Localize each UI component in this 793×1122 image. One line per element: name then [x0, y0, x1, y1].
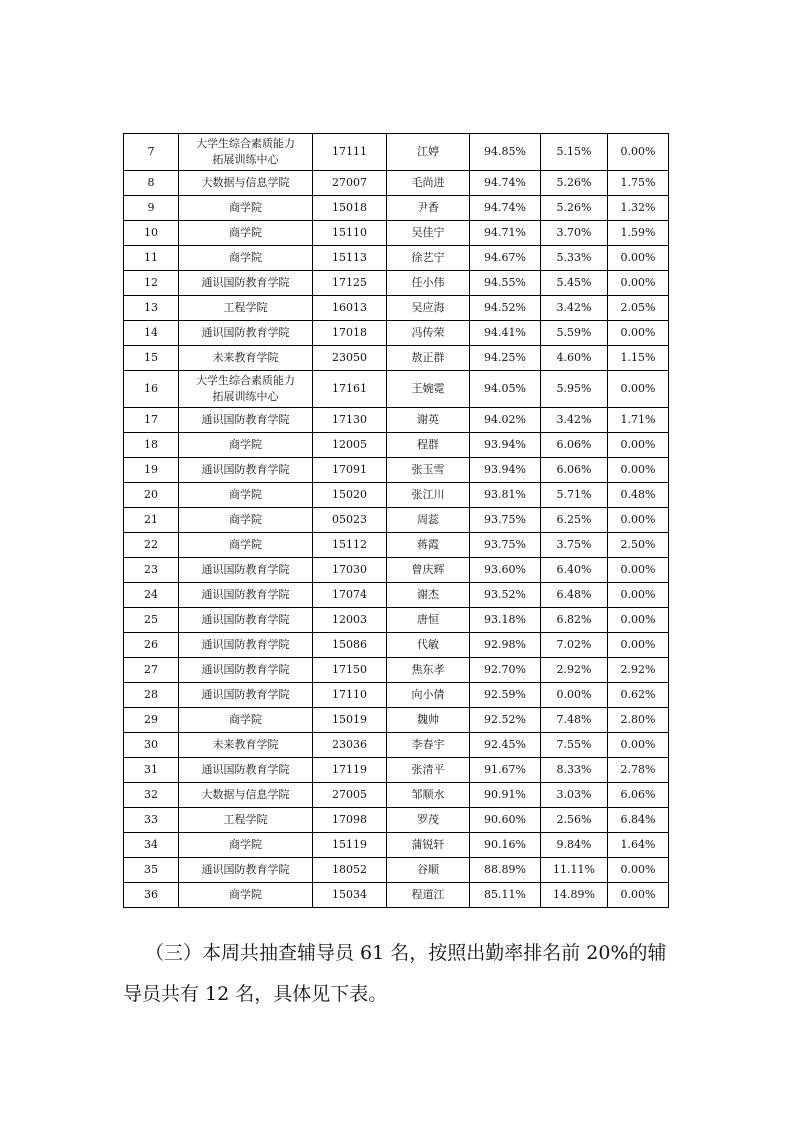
name-cell: 罗茂: [387, 808, 470, 833]
absence-rate-cell: 2.92%: [608, 658, 669, 683]
staff-id-cell: 23050: [313, 346, 387, 371]
late-rate-cell: 6.06%: [541, 433, 608, 458]
unit-cell: 大数据与信息学院: [179, 783, 313, 808]
rank-cell: 20: [124, 483, 179, 508]
table-row: [124, 808, 669, 833]
table-row: [124, 858, 669, 883]
staff-id-cell: 17119: [313, 758, 387, 783]
unit-cell: 通识国防教育学院: [179, 858, 313, 883]
name-cell: 向小倩: [387, 683, 470, 708]
unit-cell: 大学生综合素质能力 拓展训练中心: [179, 134, 313, 171]
attendance-rate-cell: 94.41%: [470, 321, 541, 346]
late-rate-cell: 5.26%: [541, 171, 608, 196]
staff-id-cell: 17030: [313, 558, 387, 583]
table-row: [124, 708, 669, 733]
attendance-rate-cell: 92.52%: [470, 708, 541, 733]
absence-rate-cell: 0.00%: [608, 271, 669, 296]
late-rate-cell: 5.71%: [541, 483, 608, 508]
table-row: [124, 346, 669, 371]
absence-rate-cell: 0.00%: [608, 858, 669, 883]
attendance-rate-cell: 94.74%: [470, 196, 541, 221]
late-rate-cell: 5.95%: [541, 371, 608, 408]
summary-paragraph-line-1: （三）本周共抽查辅导员 61 名，按照出勤率排名前 20%的辅: [145, 942, 667, 964]
absence-rate-cell: 6.84%: [608, 808, 669, 833]
table-row: [124, 533, 669, 558]
name-cell: 任小伟: [387, 271, 470, 296]
staff-id-cell: 27005: [313, 783, 387, 808]
attendance-rate-cell: 93.60%: [470, 558, 541, 583]
attendance-rate-cell: 93.94%: [470, 458, 541, 483]
absence-rate-cell: 0.00%: [608, 733, 669, 758]
attendance-rate-cell: 94.55%: [470, 271, 541, 296]
name-cell: 张江川: [387, 483, 470, 508]
staff-id-cell: 12005: [313, 433, 387, 458]
unit-cell: 商学院: [179, 508, 313, 533]
staff-id-cell: 18052: [313, 858, 387, 883]
attendance-ranking-table: [123, 133, 669, 908]
unit-cell: 通识国防教育学院: [179, 458, 313, 483]
name-cell: 张清平: [387, 758, 470, 783]
name-cell: 谷顺: [387, 858, 470, 883]
table-row: [124, 483, 669, 508]
staff-id-cell: 17018: [313, 321, 387, 346]
late-rate-cell: 14.89%: [541, 883, 608, 908]
rank-cell: 28: [124, 683, 179, 708]
rank-cell: 24: [124, 583, 179, 608]
staff-id-cell: 17098: [313, 808, 387, 833]
staff-id-cell: 15018: [313, 196, 387, 221]
attendance-rate-cell: 92.98%: [470, 633, 541, 658]
staff-id-cell: 17111: [313, 134, 387, 171]
attendance-rate-cell: 91.67%: [470, 758, 541, 783]
name-cell: 吴佳宁: [387, 221, 470, 246]
rank-cell: 13: [124, 296, 179, 321]
late-rate-cell: 6.06%: [541, 458, 608, 483]
attendance-rate-cell: 93.81%: [470, 483, 541, 508]
name-cell: 曾庆辉: [387, 558, 470, 583]
unit-cell: 通识国防教育学院: [179, 608, 313, 633]
name-cell: 谢杰: [387, 583, 470, 608]
rank-cell: 32: [124, 783, 179, 808]
late-rate-cell: 8.33%: [541, 758, 608, 783]
unit-cell: 工程学院: [179, 296, 313, 321]
absence-rate-cell: 0.00%: [608, 508, 669, 533]
table-row: [124, 758, 669, 783]
unit-cell: 大学生综合素质能力 拓展训练中心: [179, 371, 313, 408]
late-rate-cell: 6.40%: [541, 558, 608, 583]
attendance-rate-cell: 94.67%: [470, 246, 541, 271]
late-rate-cell: 2.56%: [541, 808, 608, 833]
rank-cell: 22: [124, 533, 179, 558]
attendance-rate-cell: 85.11%: [470, 883, 541, 908]
table-row: [124, 408, 669, 433]
absence-rate-cell: 1.59%: [608, 221, 669, 246]
staff-id-cell: 17074: [313, 583, 387, 608]
rank-cell: 25: [124, 608, 179, 633]
attendance-rate-cell: 94.02%: [470, 408, 541, 433]
table-row: [124, 733, 669, 758]
unit-cell: 通识国防教育学院: [179, 683, 313, 708]
attendance-rate-cell: 93.75%: [470, 533, 541, 558]
unit-cell: 商学院: [179, 883, 313, 908]
staff-id-cell: 15019: [313, 708, 387, 733]
rank-cell: 36: [124, 883, 179, 908]
name-cell: 吴应海: [387, 296, 470, 321]
late-rate-cell: 3.42%: [541, 408, 608, 433]
late-rate-cell: 5.45%: [541, 271, 608, 296]
unit-cell: 未来教育学院: [179, 346, 313, 371]
staff-id-cell: 15020: [313, 483, 387, 508]
staff-id-cell: 17110: [313, 683, 387, 708]
unit-cell: 通识国防教育学院: [179, 408, 313, 433]
staff-id-cell: 15034: [313, 883, 387, 908]
staff-id-cell: 12003: [313, 608, 387, 633]
table-row: [124, 371, 669, 408]
name-cell: 唐恒: [387, 608, 470, 633]
absence-rate-cell: 0.00%: [608, 371, 669, 408]
name-cell: 程道江: [387, 883, 470, 908]
rank-cell: 19: [124, 458, 179, 483]
rank-cell: 21: [124, 508, 179, 533]
name-cell: 尹香: [387, 196, 470, 221]
table-row: [124, 583, 669, 608]
staff-id-cell: 17150: [313, 658, 387, 683]
table-row: [124, 321, 669, 346]
rank-cell: 9: [124, 196, 179, 221]
name-cell: 李春宇: [387, 733, 470, 758]
unit-cell: 商学院: [179, 196, 313, 221]
table-row: [124, 246, 669, 271]
name-cell: 敖正群: [387, 346, 470, 371]
absence-rate-cell: 0.00%: [608, 608, 669, 633]
attendance-rate-cell: 92.59%: [470, 683, 541, 708]
name-cell: 江婷: [387, 134, 470, 171]
absence-rate-cell: 1.15%: [608, 346, 669, 371]
name-cell: 张玉雪: [387, 458, 470, 483]
absence-rate-cell: 0.00%: [608, 558, 669, 583]
late-rate-cell: 6.82%: [541, 608, 608, 633]
staff-id-cell: 17130: [313, 408, 387, 433]
rank-cell: 8: [124, 171, 179, 196]
table-row: [124, 783, 669, 808]
late-rate-cell: 4.60%: [541, 346, 608, 371]
rank-cell: 7: [124, 134, 179, 171]
table-row: [124, 134, 669, 171]
staff-id-cell: 23036: [313, 733, 387, 758]
rank-cell: 33: [124, 808, 179, 833]
table-row: [124, 558, 669, 583]
rank-cell: 18: [124, 433, 179, 458]
late-rate-cell: 7.02%: [541, 633, 608, 658]
rank-cell: 26: [124, 633, 179, 658]
unit-cell: 商学院: [179, 433, 313, 458]
late-rate-cell: 2.92%: [541, 658, 608, 683]
absence-rate-cell: 1.64%: [608, 833, 669, 858]
late-rate-cell: 5.15%: [541, 134, 608, 171]
unit-cell: 工程学院: [179, 808, 313, 833]
absence-rate-cell: 0.00%: [608, 458, 669, 483]
late-rate-cell: 6.25%: [541, 508, 608, 533]
table-row: [124, 633, 669, 658]
name-cell: 邹顺水: [387, 783, 470, 808]
rank-cell: 35: [124, 858, 179, 883]
unit-cell: 通识国防教育学院: [179, 758, 313, 783]
rank-cell: 34: [124, 833, 179, 858]
name-cell: 毛尚进: [387, 171, 470, 196]
unit-cell: 商学院: [179, 483, 313, 508]
attendance-rate-cell: 94.25%: [470, 346, 541, 371]
late-rate-cell: 6.48%: [541, 583, 608, 608]
rank-cell: 29: [124, 708, 179, 733]
unit-cell: 商学院: [179, 708, 313, 733]
absence-rate-cell: 0.00%: [608, 583, 669, 608]
name-cell: 焦东孝: [387, 658, 470, 683]
absence-rate-cell: 1.71%: [608, 408, 669, 433]
attendance-rate-cell: 90.16%: [470, 833, 541, 858]
table-row: [124, 271, 669, 296]
rank-cell: 27: [124, 658, 179, 683]
attendance-rate-cell: 94.71%: [470, 221, 541, 246]
late-rate-cell: 7.55%: [541, 733, 608, 758]
attendance-rate-cell: 93.18%: [470, 608, 541, 633]
name-cell: 冯传荣: [387, 321, 470, 346]
absence-rate-cell: 0.00%: [608, 321, 669, 346]
table-row: [124, 658, 669, 683]
absence-rate-cell: 2.80%: [608, 708, 669, 733]
unit-cell: 通识国防教育学院: [179, 583, 313, 608]
rank-cell: 16: [124, 371, 179, 408]
absence-rate-cell: 0.62%: [608, 683, 669, 708]
absence-rate-cell: 2.78%: [608, 758, 669, 783]
table-row: [124, 171, 669, 196]
name-cell: 程群: [387, 433, 470, 458]
staff-id-cell: 27007: [313, 171, 387, 196]
staff-id-cell: 15086: [313, 633, 387, 658]
absence-rate-cell: 0.00%: [608, 433, 669, 458]
staff-id-cell: 15110: [313, 221, 387, 246]
late-rate-cell: 3.70%: [541, 221, 608, 246]
unit-cell: 商学院: [179, 533, 313, 558]
absence-rate-cell: 1.32%: [608, 196, 669, 221]
name-cell: 徐艺宁: [387, 246, 470, 271]
staff-id-cell: 15112: [313, 533, 387, 558]
name-cell: 魏帅: [387, 708, 470, 733]
staff-id-cell: 17091: [313, 458, 387, 483]
attendance-rate-cell: 93.52%: [470, 583, 541, 608]
table-body: [124, 134, 669, 908]
name-cell: 王婉霓: [387, 371, 470, 408]
late-rate-cell: 7.48%: [541, 708, 608, 733]
name-cell: 谢英: [387, 408, 470, 433]
table-row: [124, 196, 669, 221]
late-rate-cell: 5.33%: [541, 246, 608, 271]
staff-id-cell: 16013: [313, 296, 387, 321]
unit-cell: 商学院: [179, 833, 313, 858]
attendance-rate-cell: 94.52%: [470, 296, 541, 321]
unit-cell: 通识国防教育学院: [179, 271, 313, 296]
table-row: [124, 433, 669, 458]
table-row: [124, 883, 669, 908]
rank-cell: 17: [124, 408, 179, 433]
absence-rate-cell: 0.00%: [608, 246, 669, 271]
absence-rate-cell: 0.00%: [608, 883, 669, 908]
attendance-rate-cell: 92.70%: [470, 658, 541, 683]
rank-cell: 10: [124, 221, 179, 246]
attendance-rate-cell: 93.94%: [470, 433, 541, 458]
rank-cell: 23: [124, 558, 179, 583]
staff-id-cell: 17161: [313, 371, 387, 408]
name-cell: 蒲锐轩: [387, 833, 470, 858]
rank-cell: 12: [124, 271, 179, 296]
summary-paragraph-line-2: 导员共有 12 名，具体见下表。: [123, 983, 388, 1005]
absence-rate-cell: 0.00%: [608, 633, 669, 658]
attendance-rate-cell: 90.60%: [470, 808, 541, 833]
attendance-rate-cell: 92.45%: [470, 733, 541, 758]
table-row: [124, 458, 669, 483]
absence-rate-cell: 1.75%: [608, 171, 669, 196]
staff-id-cell: 15113: [313, 246, 387, 271]
table-row: [124, 683, 669, 708]
unit-cell: 大数据与信息学院: [179, 171, 313, 196]
table-row: [124, 833, 669, 858]
unit-cell: 通识国防教育学院: [179, 321, 313, 346]
absence-rate-cell: 2.05%: [608, 296, 669, 321]
late-rate-cell: 3.03%: [541, 783, 608, 808]
staff-id-cell: 05023: [313, 508, 387, 533]
unit-cell: 通识国防教育学院: [179, 658, 313, 683]
rank-cell: 14: [124, 321, 179, 346]
table-row: [124, 221, 669, 246]
rank-cell: 31: [124, 758, 179, 783]
rank-cell: 15: [124, 346, 179, 371]
late-rate-cell: 5.59%: [541, 321, 608, 346]
late-rate-cell: 11.11%: [541, 858, 608, 883]
attendance-rate-cell: 93.75%: [470, 508, 541, 533]
unit-cell: 商学院: [179, 246, 313, 271]
table-row: [124, 608, 669, 633]
absence-rate-cell: 0.00%: [608, 134, 669, 171]
unit-cell: 通识国防教育学院: [179, 558, 313, 583]
attendance-rate-cell: 94.74%: [470, 171, 541, 196]
staff-id-cell: 17125: [313, 271, 387, 296]
attendance-rate-cell: 94.05%: [470, 371, 541, 408]
table-row: [124, 508, 669, 533]
late-rate-cell: 5.26%: [541, 196, 608, 221]
unit-cell: 商学院: [179, 221, 313, 246]
staff-id-cell: 15119: [313, 833, 387, 858]
unit-cell: 通识国防教育学院: [179, 633, 313, 658]
table-row: [124, 296, 669, 321]
absence-rate-cell: 2.50%: [608, 533, 669, 558]
late-rate-cell: 3.75%: [541, 533, 608, 558]
late-rate-cell: 3.42%: [541, 296, 608, 321]
rank-cell: 30: [124, 733, 179, 758]
name-cell: 周蕊: [387, 508, 470, 533]
absence-rate-cell: 0.48%: [608, 483, 669, 508]
attendance-rate-cell: 88.89%: [470, 858, 541, 883]
late-rate-cell: 0.00%: [541, 683, 608, 708]
rank-cell: 11: [124, 246, 179, 271]
late-rate-cell: 9.84%: [541, 833, 608, 858]
attendance-rate-cell: 94.85%: [470, 134, 541, 171]
attendance-rate-cell: 90.91%: [470, 783, 541, 808]
absence-rate-cell: 6.06%: [608, 783, 669, 808]
name-cell: 代敏: [387, 633, 470, 658]
name-cell: 蒋霞: [387, 533, 470, 558]
unit-cell: 未来教育学院: [179, 733, 313, 758]
